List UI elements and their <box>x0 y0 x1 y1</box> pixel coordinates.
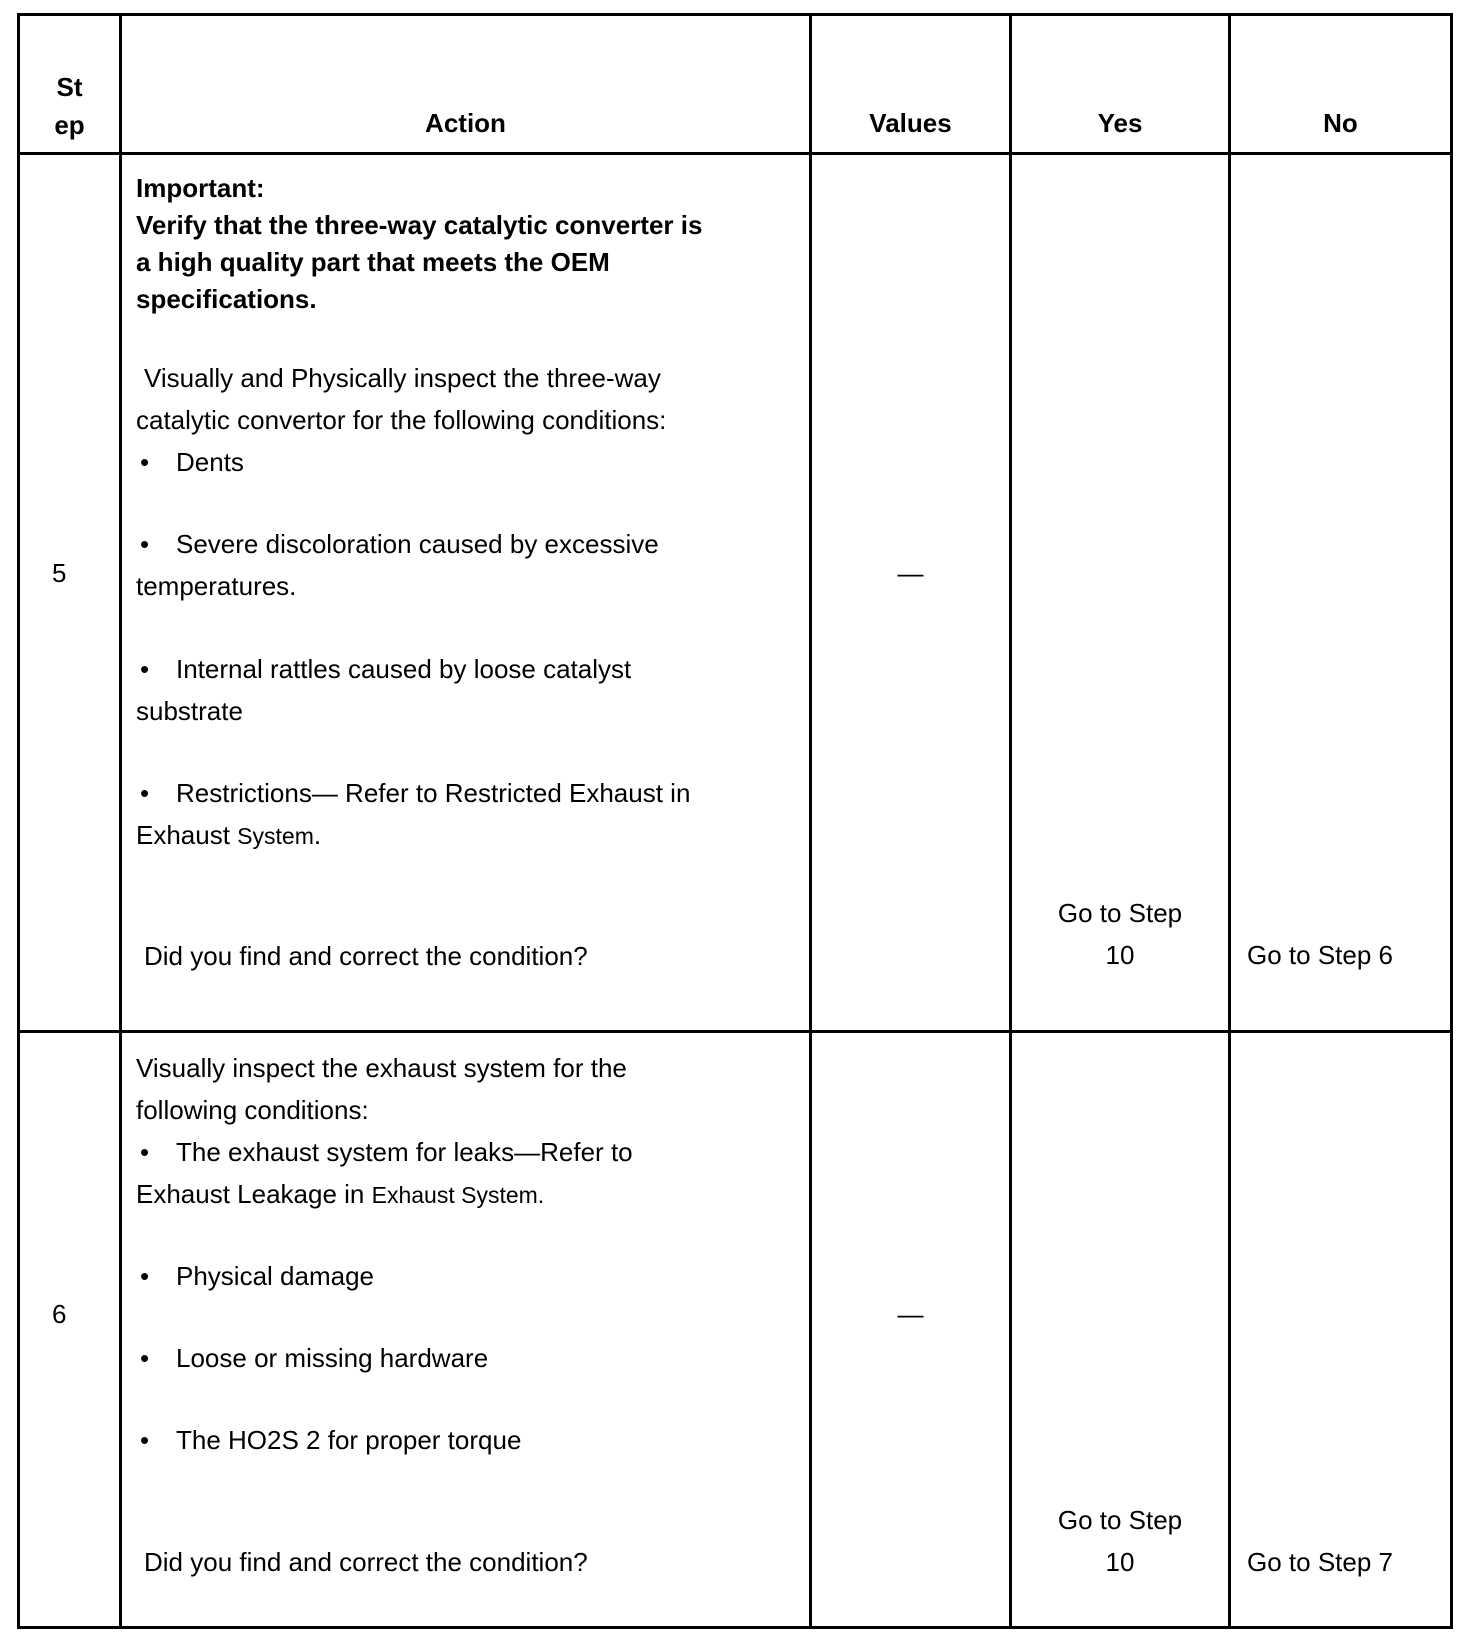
bullet-icon: • <box>140 778 150 808</box>
intro-text: Visually and Physically inspect the three-way <box>144 363 661 393</box>
intro-text: catalytic convertor for the following conditions: <box>136 405 667 435</box>
list-item: • Physical damage <box>136 1255 795 1297</box>
list-item-continuation: Exhaust System. <box>136 820 322 850</box>
intro-text: Visually inspect the exhaust system for the <box>136 1053 627 1083</box>
header-row <box>19 15 1452 154</box>
header-action: Action <box>121 15 811 154</box>
step-number: 6 <box>52 1299 67 1329</box>
action-cell <box>121 1032 811 1628</box>
no-cell <box>1230 1032 1452 1628</box>
yes-goto-step: 10 <box>1105 940 1135 970</box>
list-item: • Restrictions— Refer to Restricted Exhaust in <box>136 772 795 814</box>
list-item-continuation: temperatures. <box>136 571 297 601</box>
values-cell <box>811 154 1011 1032</box>
list-item: • The HO2S 2 for proper torque <box>136 1419 795 1461</box>
bullet-icon: • <box>140 529 150 559</box>
values-cell <box>811 1032 1011 1628</box>
table-row <box>19 154 1452 1032</box>
question-text: Did you find and correct the condition? <box>144 941 588 971</box>
important-label: Important: <box>136 173 265 203</box>
step-cell <box>19 1032 121 1628</box>
important-text: a high quality part that meets the OEM <box>136 247 610 277</box>
yes-goto: Go to Step <box>1057 1505 1183 1535</box>
list-item-continuation: Exhaust Leakage in Exhaust System. <box>136 1179 545 1209</box>
yes-cell <box>1011 1032 1230 1628</box>
step-cell <box>19 154 121 1032</box>
bullet-icon: • <box>140 447 150 477</box>
list-item: • Loose or missing hardware <box>136 1337 795 1379</box>
important-text: Verify that the three-way catalytic converter is <box>136 210 703 240</box>
list-item: • Severe discoloration caused by excessive <box>136 523 795 565</box>
bullet-icon: • <box>140 1425 150 1455</box>
header-yes: Yes <box>1011 15 1230 154</box>
action-cell <box>121 154 811 1032</box>
no-goto: Go to Step 6 <box>1247 940 1393 970</box>
important-text: specifications. <box>136 284 317 314</box>
list-item-continuation: substrate <box>136 696 243 726</box>
diagnostic-table <box>17 13 1453 1629</box>
header-no: No <box>1230 15 1452 154</box>
list-item: • The exhaust system for leaks—Refer to <box>136 1131 795 1173</box>
values-text: — <box>897 558 924 588</box>
list-item: • Internal rattles caused by loose catalyst <box>136 648 795 690</box>
step-number: 5 <box>52 558 67 588</box>
bullet-icon: • <box>140 654 150 684</box>
bullet-icon: • <box>140 1261 150 1291</box>
header-step: St ep <box>19 15 121 154</box>
question-text: Did you find and correct the condition? <box>144 1547 588 1577</box>
intro-text: following conditions: <box>136 1095 369 1125</box>
values-text: — <box>897 1299 924 1329</box>
no-cell <box>1230 154 1452 1032</box>
bullet-icon: • <box>140 1343 150 1373</box>
bullet-icon: • <box>140 1137 150 1167</box>
header-values: Values <box>811 15 1011 154</box>
no-goto: Go to Step 7 <box>1247 1547 1393 1577</box>
yes-cell <box>1011 154 1230 1032</box>
yes-goto: Go to Step <box>1057 898 1183 928</box>
table-row <box>19 1032 1452 1628</box>
list-item: • Dents <box>136 441 795 483</box>
yes-goto-step: 10 <box>1105 1547 1135 1577</box>
